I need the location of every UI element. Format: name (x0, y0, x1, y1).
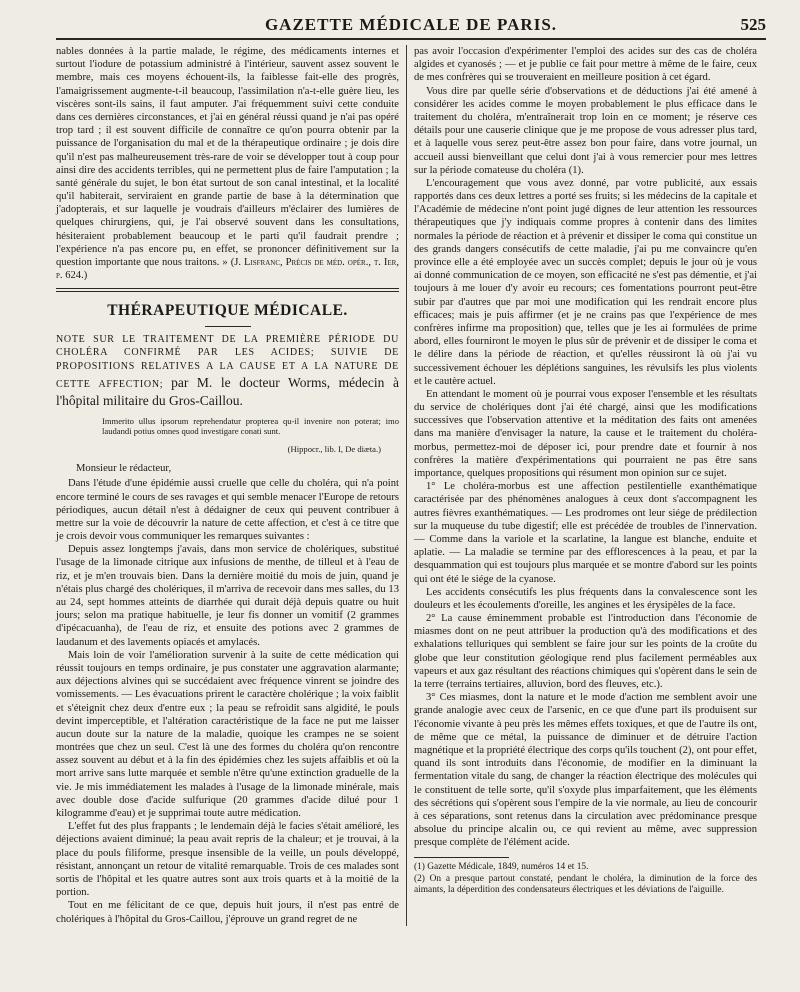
heading-rule (205, 326, 251, 327)
journal-title: GAZETTE MÉDICALE DE PARIS. (264, 15, 558, 34)
body-paragraph: Les accidents consécutifs les plus fréquents dans la convalescence sont les douleurs et les écoulements d'oreille, les angines et les érysipèles de la face. (414, 586, 757, 611)
section-divider (56, 288, 399, 292)
body-paragraph: 1° Le choléra-morbus est une affection pestilentielle exanthématique caractérisée par des phénomènes analogues à ceux dont s'accompagnent les autres fièvres exanthématiques. — Les prodromes ont leur siége de prédilection sur la muqueuse du tube digestif; elle est précédée de troubles de l'innervation. — Comme dans la variole et la scarlatine, la langue est blanche, enduite et aplatie. — La maladie se termine par des efflorescences à la peau, et par la desquammation qui est toujours plus marquée et se montre d'abord sur les points qui ont été le siége de la cyanose. (414, 481, 757, 585)
epigraph: Immerito ullus ipsorum reprehendatur propterea qu-il invenire non poterat; imo laudandi potius omnes quod investigare conati sunt. (102, 415, 399, 436)
running-head (56, 12, 766, 40)
body-paragraph: En attendant le moment où je pourrai vous exposer l'ensemble et les résultats du service de cholériques dont j'ai été chargé, ainsi que les modifications successives que l'observation attentive et la méditation des faits ont amenées dans ma manière d'envisager la nature, la cause et le traitement du choléra-morbus, permettez-moi de déposer ici, pour prendre date et fournir à nos confrères la matière d'expérimentations qui pourraient ne pas être sans importance, quelques propositions qui résument mon opinion sur ce sujet. (414, 388, 757, 479)
article-title-caps: NOTE SUR LE TRAITEMENT DE LA PREMIÈRE PÉRIODE DU CHOLÉRA CONFIRMÉ PAR LES ACIDES; SUIVIE DE PROPOSITIONS RELATIVES A LA CAUSE ET A LA NATURE DE CETTE AFFECTION; (56, 333, 399, 390)
two-column-body (56, 45, 766, 926)
body-paragraph: L'effet fut des plus frappants ; le lendemain déjà le facies s'était amélioré, les déjections avaient diminué; la peau avait repris de la chaleur; et je trouvai, à la place du pouls filiforme, presque insensible de la veille, un pouls développé, résistant, annonçant un retour de vitalité remarquable. Trois de ces malades sont sortis de l'hôpital et les quatre autres sont aux trois quarts et à la moitié de la portion. (56, 821, 399, 899)
footnote: (1) Gazette Médicale, 1849, numéros 14 et 15. (414, 862, 589, 873)
body-paragraph: Dans l'étude d'une épidémie aussi cruelle que celle du choléra, qui n'a point encore terminé le cours de ses ravages et qui semble menacer l'Europe de retours périodiques, aucun détail n'est à dédaigner de ceux qui peuvent contribuer à mettre sur la voie de découvrir la nature de cette affection, et c'est à ce titre que je crois devoir vous communiquer les remarques suivantes : (56, 478, 399, 543)
body-paragraph: 3° Ces miasmes, dont la nature et le mode d'action me semblent avoir une grande analogie avec ceux de l'arsenic, en ce que d'une part ils produisent sur l'économie vivante à peu près les mêmes effets toxiques, et que de l'autre ils ont, de même que ce métal, la puissance de diminuer et de détruire l'action magnétique et la propriété électrique des corps qu'ils touchent (2), ont pour effet, quand ils sont introduits dans l'économie, de modifier en la diminuant la fermentation vitale du sang, de changer la réaction électrique des molécules qui le constituent de telle sorte, qu'il s'oxyde plus imparfaitement, que les éléments des sécrétions qui s'opèrent sous l'empire de la vie normale, au lieu de concourir à ces séparations, sont retenus dans la circulation avec prédominance presque absolue du principe alcalin ou, ce qui revient au même, avec suppression presque complète de l'élément acide. (414, 692, 757, 849)
body-paragraph: L'encouragement que vous avez donné, par votre publicité, aux essais rapportés dans ces deux lettres a porté ses fruits; si les médecins de la capitale et l'Académie de médecine n'ont point jugé dignes de leur attention les ressources thérapeutiques que j'y indiquais comme propres à contenir dans des limites normales la période de réaction et à prévenir et dissiper le coma qui constitue un des grands dangers consécutifs de cette maladie, j'ai pu me convaincre qu'en province elle a été employée avec un succès complet; depuis le jour où je vous ai donné communication de ce moyen, son efficacité ne s'est pas démentie, et j'ai toujours à me louer d'y avoir eu recours; ces fomentations pourront peut-être subir par d'autres que par moi une modification qui les rendrait encore plus efficaces; mais je puis affirmer (et je ne crains pas que l'expérience de mes confrères infirme ma proposition) que, telles que je les ai formulées de prime abord, elles fourniront le moyen le plus sûr de prévenir et de dissiper le coma et le délire dans la période de réaction, et qu'elles réussiront là où j'ai vu successivement échouer les déplétions sanguines, les révulsifs les plus violents et le cautère actuel. (414, 177, 757, 387)
body-paragraph: Vous dire par quelle série d'observations et de déductions j'ai été amené à considérer les acides comme le moyen probablement le plus efficace dans le traitement du choléra, m'entraînerait trop loin en ce moment; je réserve ces détails pour une causerie clinique que je me propose de vous adresser plus tard, et à laquelle vous serez peut-être assez bon pour faire, dans votre journal, un accueil aussi bienveillant que celui dont j'ai à vous remercier pour mes lettres sur la période comateuse du choléra (1). (414, 85, 757, 176)
salutation: Monsieur le rédacteur, (76, 463, 172, 475)
source-citation: (J. Lisfranc, Précis de méd. opér., t. Ier, p. 624.) (56, 257, 399, 282)
article-author: par M. le docteur Worms, médecin à l'hôpital militaire du Gros-Caillou. (56, 374, 399, 408)
article-title (56, 333, 399, 410)
page-number: 525 (740, 15, 766, 34)
body-paragraph: Mais loin de voir l'amélioration survenir à la suite de cette médication qui réussit toujours en temps ordinaire, je pus constater une aggravation alarmante; aux déjections alvines qui se succédaient avec fréquence vinrent se joindre des vomissements. — Les évacuations prirent le caractère cholérique ; la voix faiblit et s'éteignit chez deux d'entre eux ; la peau se refroidit sans algidité, le pouls devint imperceptible, et l'altération caractéristique de la face ne put me laisser aucun doute sur la nature de la maladie, quoique les crampes ne se soient montrées que chez un seul. C'est là une des formes du choléra qu'on rencontre assez souvent au début et à la fin des épidémies chez les sujets affaiblis et où la mort arrive sans lutte marquée et semble n'être qu'une extinction graduelle de la vie. Je mis immédiatement les malades à l'usage de la limonade minérale, mais avec double dose d'acide sulfurique (20 grammes d'acide dilué pour 1 kilogramme d'eau) et je supprimai toute autre médication. (56, 649, 399, 820)
section-heading: THÉRAPEUTIQUE MÉDICALE. (107, 302, 348, 320)
body-paragraph: pas avoir l'occasion d'expérimenter l'emploi des acides sur des cas de choléra algides et cyanosés ; — et je publie ce fait pour mettre à même de le faire, ceux de mes confrères qui se trouveraient en meilleure position à cet égard. (414, 46, 757, 84)
left-column (56, 45, 407, 926)
body-paragraph: 2° La cause éminemment probable est l'introduction dans l'économie de miasmes dont on ne peut attribuer la production qu'à des modifications et des exhalations telluriques qui semblent se faire jour sur les points de la croûte du globe que leur constitution géologique rend plus facilement perméables aux vapeurs et aux gaz résultant des réactions chimiques qui s'opèrent dans le sein de la terre (terrains tertiaires, alluvion, bord des fleuves, etc.). (414, 613, 757, 690)
continued-text: nables données à la partie malade, le régime, des médicaments internes et surtout l'iodure de potassium administré à l'intérieur, sauvent assez souvent le membre, mais ces moyens échouent-ils, la faiblesse fait-elle des progrès, l'amaigrissement augmente-t-il beaucoup, l'assimilation n'a-t-elle guère lieu, les viscères sont-ils sains, il faut amputer. J'ai fréquemment suivi cette conduite dans ces dernières circonstances, et j'ai en général réussi quand je n'ai pas opéré trop tard ; il est souvent difficile de connaître ce qu'on pourra obtenir par la puissance de l'organisation du mal et de la thérapeutique ordinaire ; je dois dire qu'il n'est pas malheureusement très-rare de voir se développer tout à coup pour ainsi dire des accidents terribles, qui ne permettent plus de faire l'amputation ; la santé générale du sujet, le bon état surtout de son canal intestinal, et la localité qu'il habiterait, serviraient en grande partie de base à la détermination que j'adopterais, et sur laquelle je voudrais d'ailleurs m'éclairer des lumières de quelques chirurgiens, qui, je l'ai observé souvent dans les consultations, hésiteraient probablement beaucoup et le parti qu'il faudrait prendre ; l'expérience n'a pas encore pu, en effet, se prononcer définitivement sur la question importante que nous traitons. » (56, 46, 399, 268)
footnote-divider (414, 857, 509, 858)
right-column (407, 45, 757, 926)
body-paragraph: Tout en me félicitant de ce que, depuis huit jours, il n'est pas entré de cholériques à l'hôpital du Gros-Caillou, j'éprouve un grand regret de ne (56, 900, 399, 925)
continued-paragraph (56, 45, 399, 282)
epigraph-source: (Hippocr., lib. I, De diæta.) (287, 444, 381, 455)
body-paragraph: Depuis assez longtemps j'avais, dans mon service de cholériques, substitué l'usage de la limonade citrique aux infusions de menthe, de tilleul et à l'eau de riz, et je m'en trouvais bien. Dans la dernière moitié du mois de juin, quand je n'étais plus chargé des cholériques, il m'arriva de recevoir dans mes salles, du 13 au 24, sept hommes atteints de diarrhée qui durait déjà depuis quatre ou huit jours; selon ma pratique habituelle, je leur fis donner un vomitif (2 grammes d'ipécacuanha), de l'eau de riz, et ensuite des potions avec 2 grammes de laudanum et des lavements opiacés et amylacés. (56, 544, 399, 648)
footnote: (2) On a presque partout constaté, pendant le choléra, la diminution de la force des aimants, la déperdition des condensateurs électriques et les déviations de l'aiguille. (414, 873, 757, 895)
